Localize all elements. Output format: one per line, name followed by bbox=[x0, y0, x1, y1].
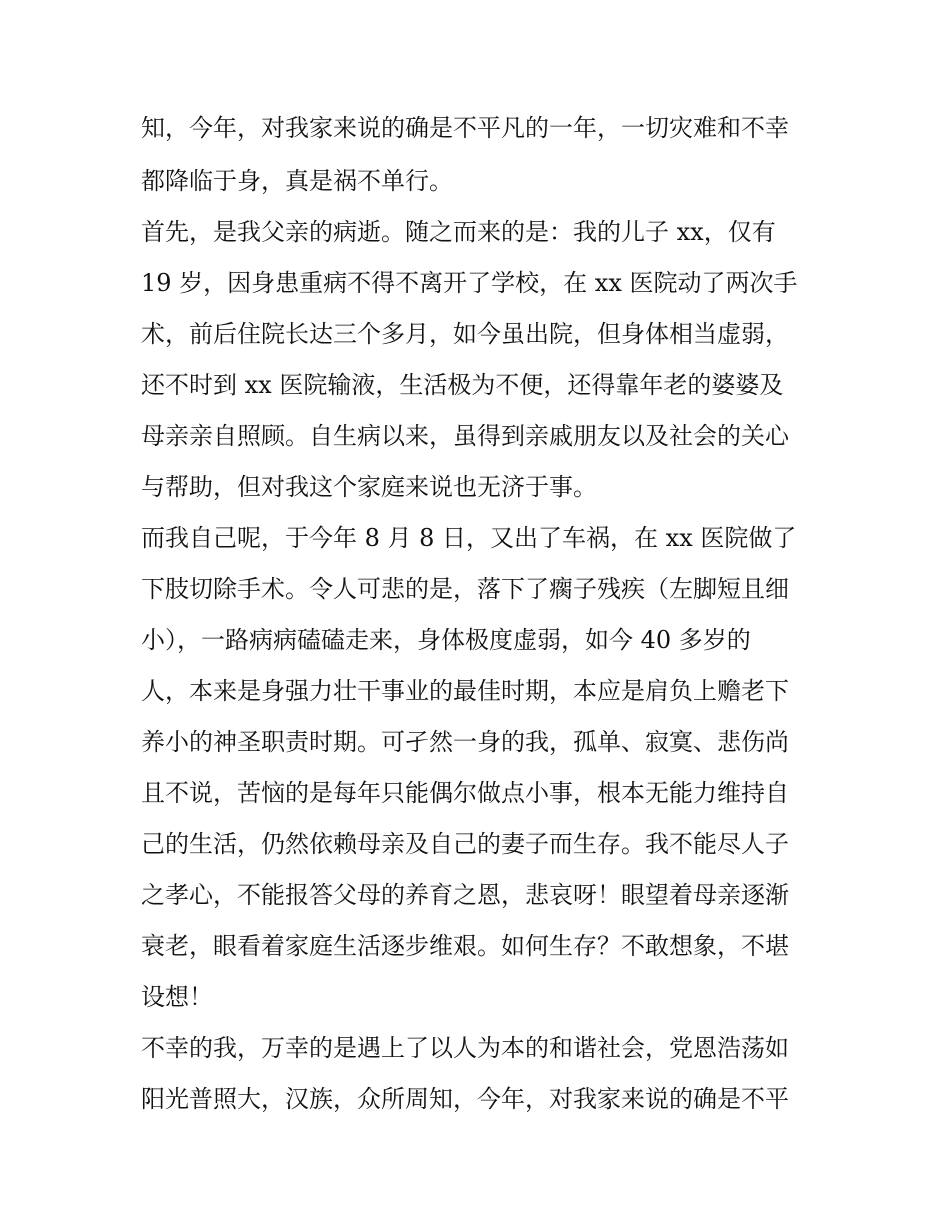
text-line: 衰老，眼看着家庭生活逐步维艰。如何生存？不敢想象，不堪 bbox=[141, 932, 789, 960]
text-line: 且不说，苦恼的是每年只能偶尔做点小事，根本无能力维持自 bbox=[141, 779, 789, 807]
text-line: 小），一路病病磕磕走来，身体极度虚弱，如今 40 多岁的 bbox=[141, 626, 751, 654]
text-line: 而我自己呢，于今年 8 月 8 日，又出了车祸，在 xx 医院做了 bbox=[141, 524, 797, 552]
text-line: 养小的神圣职责时期。可孑然一身的我，孤单、寂寞、悲伤尚 bbox=[141, 728, 789, 756]
text-line: 下肢切除手术。令人可悲的是，落下了瘸子残疾（左脚短且细 bbox=[141, 575, 789, 603]
text-line: 阳光普照大，汉族，众所周知，今年，对我家来说的确是不平 bbox=[141, 1085, 789, 1113]
text-line: 人，本来是身强力壮干事业的最佳时期，本应是肩负上赡老下 bbox=[141, 677, 789, 705]
text-line: 母亲亲自照顾。自生病以来，虽得到亲戚朋友以及社会的关心 bbox=[141, 422, 789, 450]
text-line: 还不时到 xx 医院输液，生活极为不便，还得靠年老的婆婆及 bbox=[141, 371, 784, 399]
text-line: 术，前后住院长达三个多月，如今虽出院，但身体相当虚弱， bbox=[141, 320, 789, 348]
text-line: 都降临于身，真是祸不单行。 bbox=[141, 167, 453, 195]
text-line: 之孝心，不能报答父母的养育之恩，悲哀呀！眼望着母亲逐渐 bbox=[141, 881, 789, 909]
text-line: 不幸的我，万幸的是遇上了以人为本的和谐社会，党恩浩荡如 bbox=[141, 1034, 789, 1062]
text-line: 设想！ bbox=[141, 983, 213, 1011]
text-line: 首先，是我父亲的病逝。随之而来的是：我的儿子 xx，仅有 bbox=[141, 218, 776, 246]
text-line: 知，今年，对我家来说的确是不平凡的一年，一切灾难和不幸 bbox=[141, 114, 789, 142]
text-line: 己的生活，仍然依赖母亲及自己的妻子而生存。我不能尽人子 bbox=[141, 830, 789, 858]
text-line: 与帮助，但对我这个家庭来说也无济于事。 bbox=[141, 473, 597, 501]
text-line: 19 岁，因身患重病不得不离开了学校，在 xx 医院动了两次手 bbox=[141, 269, 798, 297]
